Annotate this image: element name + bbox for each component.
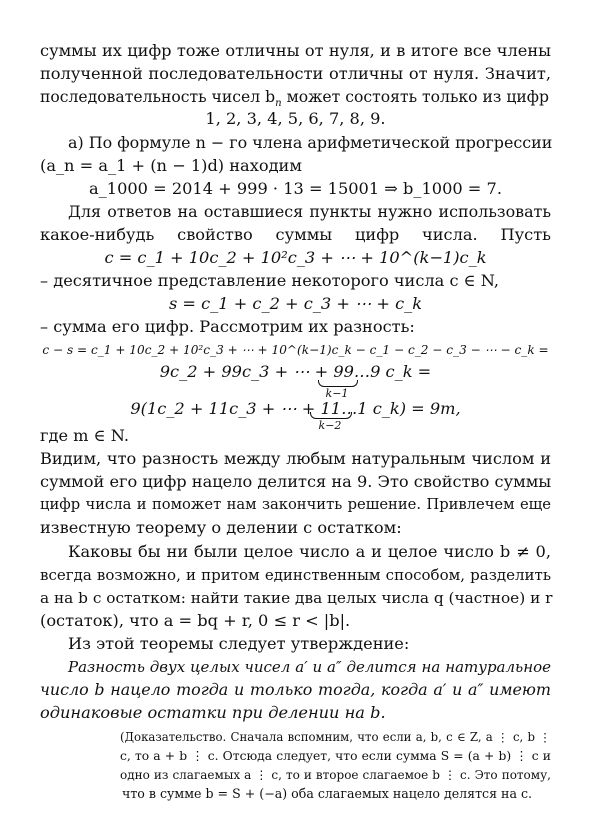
theorem-line-2: всегда возможно, и притом единственным способом, разделить	[40, 566, 551, 584]
underbrace-nines-label: k−1	[325, 387, 349, 400]
text-line-3-sub: n	[275, 98, 282, 110]
formula-factored-text: 9(1c_2 + 11c_3 + ⋯ + 11…1 c_k) = 9m,	[130, 399, 461, 418]
underbrace-ones	[310, 412, 352, 419]
formula-decimal-representation: c = c_1 + 10c_2 + 10²c_3 + ⋯ + 10^(k−1)c_k	[104, 248, 487, 267]
formula-digit-sum: s = c_1 + c_2 + c_3 + ⋯ + c_k	[168, 294, 423, 313]
text-line-19: суммой его цифр нацело делится на 9. Это свойство суммы	[40, 472, 552, 491]
theorem-line-1: Каковы бы ни были целое число a и целое число b ≠ 0,	[68, 542, 551, 561]
text-line-13: – сумма его цифр. Рассмотрим их разность:	[40, 317, 415, 336]
formula-a1000: a_1000 = 2014 + 999 · 13 = 15001 ⇒ b_1000 = 7.	[89, 179, 502, 198]
text-line-8: Для ответов на оставшиеся пункты нужно использовать	[68, 202, 551, 221]
text-line-11: – десятичное представление некоторого числа c ∈ N,	[40, 271, 500, 290]
proof-line-2: c, то a + b ⋮ c. Отсюда следует, что если сумма S = (a + b) ⋮ c и	[120, 749, 551, 763]
digit-list: 1, 2, 3, 4, 5, 6, 7, 8, 9.	[205, 109, 386, 128]
text-line-3-start: последовательность чисел b	[40, 88, 276, 106]
underbrace-ones-label: k−2	[318, 419, 342, 432]
formula-arithmetic-progression: (a_n = a_1 + (n − 1)d) находим	[40, 156, 302, 175]
statement-line-3: одинаковые остатки при делении на b.	[40, 703, 386, 722]
text-line-21: известную теорему о делении с остатком:	[40, 518, 402, 537]
text-line-1: суммы их цифр тоже отличны от нуля, и в итоге все члены	[40, 41, 551, 60]
theorem-line-3: a на b с остатком: найти такие два целых числа q (частное) и r	[40, 589, 553, 607]
formula-nines-text: 9c_2 + 99c_3 + ⋯ + 99…9 c_k =	[159, 362, 432, 381]
text-line-3-end: может состоять только из цифр	[281, 88, 549, 106]
statement-line-2: число b нацело тогда и только тогда, когда a′ и a″ имеют	[40, 680, 551, 699]
text-line-20: цифр числа и поможет нам закончить решение. Привлечем еще	[40, 496, 551, 513]
theorem-line-4: (остаток), что a = bq + r, 0 ≤ r < |b|.	[40, 611, 351, 630]
proof-line-1: (Доказательство. Сначала вспомним, что если a, b, c ∈ Z, a ⋮ c, b ⋮	[120, 730, 551, 744]
text-line-5: а) По формуле n − го члена арифметической прогрессии	[68, 133, 553, 152]
formula-difference: c − s = c_1 + 10c_2 + 10²c_3 + ⋯ + 10^(k−1)c_k − c_1 − c_2 − c_3 − ⋯ − c_k =	[42, 343, 549, 357]
text-line-17: где m ∈ N.	[40, 426, 130, 445]
text-line-2: полученной последовательности отличны от нуля. Значит,	[40, 64, 551, 83]
text-line-3	[40, 86, 551, 108]
text-line-26: Из этой теоремы следует утверждение:	[68, 634, 410, 653]
formula-nines	[40, 362, 551, 381]
proof-line-3: одно из слагаемых a ⋮ c, то и второе слагаемое b ⋮ c. Это потому,	[120, 768, 551, 782]
statement-line-1: Разность двух целых чисел a′ и a″ делится на натуральное	[68, 658, 551, 676]
text-line-18: Видим, что разность между любым натуральным числом и	[40, 449, 551, 468]
text-line-9: какое-нибудь свойство суммы цифр числа. Пусть	[40, 225, 551, 244]
proof-line-4: что в сумме b = S + (−a) оба слагаемых нацело делятся на c.	[122, 786, 533, 801]
